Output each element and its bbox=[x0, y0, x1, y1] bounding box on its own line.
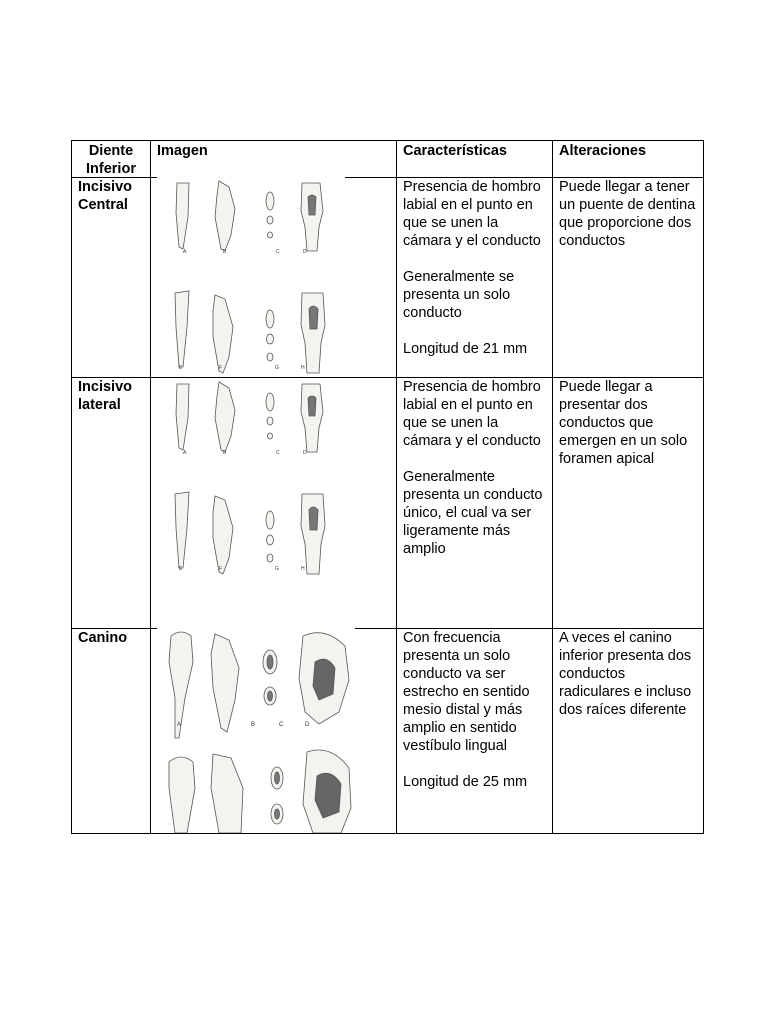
row1-caract-1: Presencia de hombro labial en el punto en que se unen la cámara y el conducto bbox=[403, 179, 541, 249]
row1-letter-g: G bbox=[275, 365, 279, 371]
header-alteraciones: Alteraciones bbox=[559, 143, 647, 159]
row1-letter-a: A bbox=[183, 249, 187, 255]
row2-letter-f: F bbox=[219, 566, 223, 572]
col-divider-2 bbox=[396, 140, 397, 834]
row3-diente-line1: Canino bbox=[78, 630, 128, 646]
row1-letter-d: D bbox=[303, 249, 307, 255]
row2-diente-line1: Incisivo bbox=[78, 379, 132, 395]
row1-letter-h: H bbox=[301, 365, 305, 371]
table-left-border bbox=[71, 140, 72, 834]
header-diente-line1: Diente bbox=[88, 143, 134, 159]
header-diente bbox=[76, 142, 146, 178]
row2-letter-b: B bbox=[223, 450, 227, 456]
row1-alteraciones: Puede llegar a tener un puente de dentina que proporcione dos conductos bbox=[559, 179, 696, 249]
row1-caract-3: Longitud de 21 mm bbox=[403, 341, 528, 357]
row1-letter-f: F bbox=[219, 365, 223, 371]
row1-tooth-image bbox=[157, 177, 345, 377]
row3-alteraciones: A veces el canino inferior presenta dos conductos radiculares e incluso dos raíces diferente bbox=[559, 630, 692, 718]
row1-diente-line1: Incisivo bbox=[78, 179, 132, 195]
header-caracteristicas: Características bbox=[403, 143, 507, 159]
row1-letter-e: E bbox=[179, 365, 183, 371]
row2-letter-c: C bbox=[276, 450, 280, 456]
table-right-border bbox=[703, 140, 704, 834]
row3-caract-1: Con frecuencia presenta un solo conducto va ser estrecho en sentido mesio distal y más amplio en sentido vestíbulo lingual bbox=[403, 630, 530, 754]
row2-caract-1: Presencia de hombro labial en el punto en que se unen la cámara y el conducto bbox=[403, 379, 541, 449]
row2-letter-a: A bbox=[183, 450, 187, 456]
table-bottom-border bbox=[71, 833, 704, 834]
col-divider-3 bbox=[552, 140, 553, 834]
row2-letter-g: G bbox=[275, 566, 279, 572]
header-diente-line2: Inferior bbox=[86, 161, 136, 177]
row3-diente bbox=[78, 629, 127, 647]
row3-letter-b: B bbox=[251, 722, 256, 728]
row1-caract-2: Generalmente se presenta un solo conducto bbox=[403, 269, 515, 321]
header-imagen: Imagen bbox=[157, 143, 208, 159]
row1-letter-b: B bbox=[223, 249, 227, 255]
row2-caract-2: Generalmente presenta un conducto único, el cual va ser ligeramente más amplio bbox=[403, 469, 543, 557]
row2-letter-e: E bbox=[179, 566, 183, 572]
row2-caracteristicas bbox=[403, 378, 548, 558]
row2-tooth-image bbox=[157, 378, 345, 578]
row1-diente bbox=[78, 178, 132, 214]
row1-diente-line2: Central bbox=[78, 197, 128, 213]
col-divider-1 bbox=[150, 140, 151, 834]
row1-caracteristicas bbox=[403, 178, 548, 358]
row1-letter-c: C bbox=[276, 249, 280, 255]
row2-letter-d: D bbox=[303, 450, 307, 456]
table-top-border bbox=[71, 140, 704, 141]
row2-diente-line2: lateral bbox=[78, 397, 121, 413]
row3-letter-a: A bbox=[177, 722, 182, 728]
row2-letter-h: H bbox=[301, 566, 305, 572]
row2-diente bbox=[78, 378, 132, 414]
row3-caract-2: Longitud de 25 mm bbox=[403, 774, 528, 790]
row3-letter-c: C bbox=[279, 722, 284, 728]
row3-caracteristicas bbox=[403, 629, 548, 791]
row2-alteraciones: Puede llegar a presentar dos conductos que emergen en un solo foramen apical bbox=[559, 379, 688, 467]
row3-letter-d: D bbox=[305, 722, 310, 728]
row3-tooth-image bbox=[157, 628, 355, 833]
